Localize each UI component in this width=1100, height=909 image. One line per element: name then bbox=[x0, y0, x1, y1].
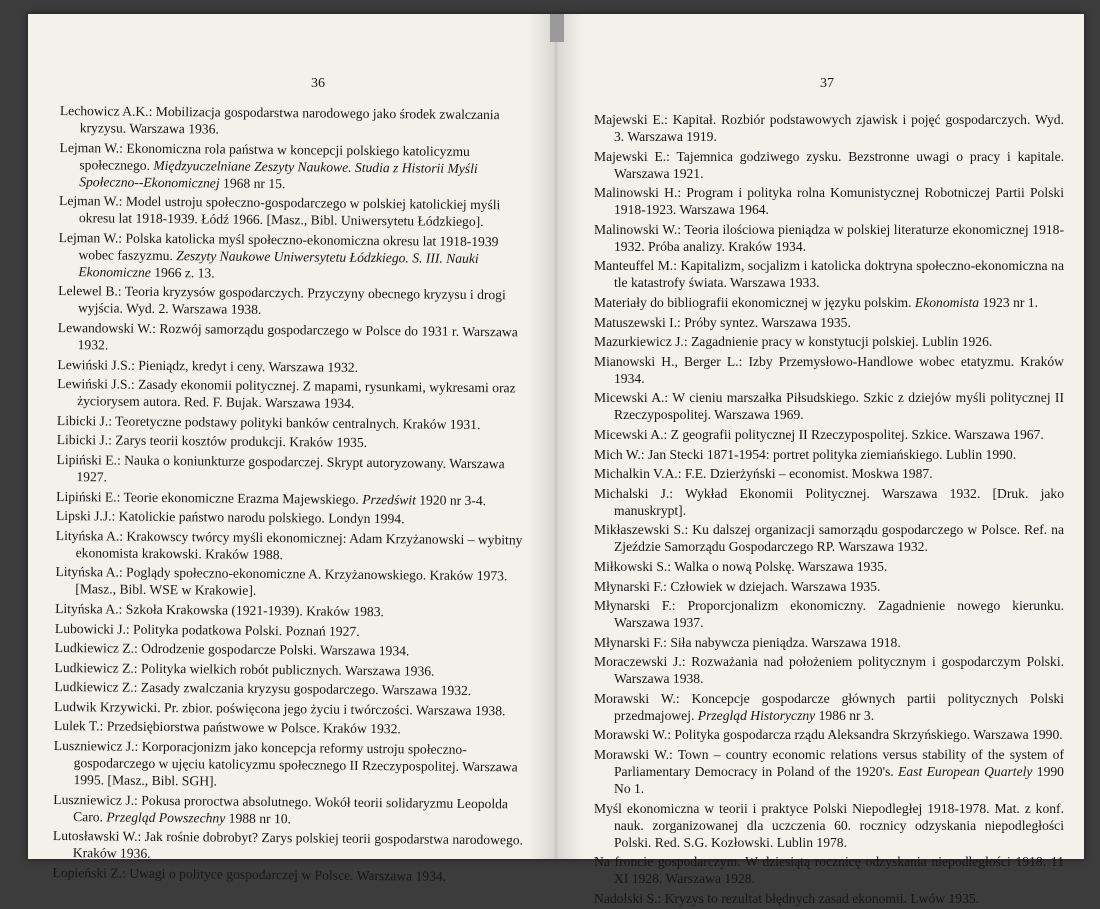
entry-issue: 1923 nr 1. bbox=[979, 294, 1038, 310]
entry-text: Morawski W.: Koncepcje gospodarcze głównych partii politycznych Polski przedmajowej. bbox=[594, 690, 1064, 723]
entry-text: Lubowicki J.: Polityka podatkowa Polski. Poznań 1927. bbox=[54, 620, 360, 639]
bibliography-entry bbox=[54, 717, 526, 739]
bibliography-entry bbox=[594, 485, 1064, 519]
entry-text: Mikłaszewski S.: Ku dalszej organizacji samorządu gospodarczego w Polsce. Ref. na Zjeździe Samorządu Gospodarczego RP. Warszawa 1932. bbox=[594, 522, 1064, 555]
bibliography-entry bbox=[54, 659, 526, 681]
entry-publication-title: Przedświt bbox=[362, 491, 416, 507]
entry-issue: 1990 No 1. bbox=[614, 764, 1064, 797]
entry-text: Libicki J.: Zarys teorii kosztów produkcji. Kraków 1935. bbox=[56, 432, 368, 451]
entry-text: Moraczewski J.: Rozważania nad położeniem politycznym i gospodarczym Polski. Warszawa 1938. bbox=[594, 654, 1064, 687]
entry-text: Majewski E.: Tajemnica godziwego zysku. Bezstronne uwagi o pracy i kapitale. Warszawa 1921. bbox=[594, 148, 1064, 181]
bibliography-entry bbox=[594, 314, 1064, 331]
entry-publication-title: Ekonomista bbox=[914, 294, 980, 310]
entry-text: Lulek T.: Przedsiębiorstwa państwowe w Polsce. Kraków 1932. bbox=[53, 718, 401, 737]
entry-issue: 1968 nr 15. bbox=[219, 175, 286, 191]
entry-text: Mich W.: Jan Stecki 1871-1954: portret polityka ziemiańskiego. Lublin 1990. bbox=[594, 446, 1017, 462]
entry-text: Młynarski F.: Proporcjonalizm ekonomiczny. Zagadnienie nowego kierunku. Warszawa 1937. bbox=[594, 598, 1064, 631]
bibliography-entry bbox=[54, 678, 526, 700]
entry-text: Majewski E.: Kapitał. Rozbiór podstawowych zjawisk i pojęć gospodarczych. Wyd. 3. Warszawa 1919. bbox=[594, 112, 1064, 144]
entry-text: Morawski W.: Town – country economic relations versus stability of the system of Parliamentary Democracy in Poland of the 1920's. bbox=[594, 747, 1064, 780]
entry-text: Lejman W.: Polska katolicka myśl społeczno-ekonomiczna okresu lat 1918-1939 wobec faszyzmu. bbox=[58, 229, 499, 263]
bibliography-entry bbox=[55, 639, 527, 661]
entry-text: Ludkiewicz Z.: Zasady zwalczania kryzysu gospodarczego. Warszawa 1932. bbox=[54, 679, 472, 699]
book-spread bbox=[28, 14, 1084, 906]
bibliography-entry bbox=[53, 827, 525, 866]
bibliography-entry bbox=[594, 558, 1064, 575]
bibliography-entry bbox=[594, 389, 1064, 423]
bibliography-entry bbox=[594, 465, 1064, 482]
bibliography-entry bbox=[594, 221, 1064, 255]
bibliography-list bbox=[52, 102, 531, 888]
bibliography-entry bbox=[55, 600, 527, 622]
entry-publication-title: Przegląd Powszechny bbox=[106, 809, 226, 826]
bibliography-entry bbox=[55, 619, 527, 641]
left-page bbox=[28, 14, 533, 884]
entry-publication-title: East European Quartely bbox=[898, 764, 1033, 780]
entry-text: Na froncie gospodarczym. W dziesiątą rocznicę odzyskania niepodległości 1918. 11 XI 1928. Warszawa 1928. bbox=[594, 854, 1064, 887]
entry-text: Mianowski H., Berger L.: Izby Przemysłowo-Handlowe wobec etatyzmu. Kraków 1934. bbox=[594, 353, 1064, 386]
entry-text: Łopieński Z.: Uwagi o polityce gospodarczej w Polsce. Warszawa 1934. bbox=[52, 864, 447, 884]
bibliography-entry bbox=[57, 431, 529, 453]
bibliography-entry bbox=[57, 412, 529, 434]
bibliography-entry bbox=[60, 102, 532, 141]
bibliography-entry bbox=[594, 890, 1064, 907]
bibliography-entry bbox=[56, 507, 528, 529]
entry-issue: 1966 z. 13. bbox=[150, 264, 215, 281]
entry-text: Ludwik Krzywicki. Pr. zbior. poświęcona jego życiu i twórczości. Warszawa 1938. bbox=[54, 698, 506, 719]
entry-issue: 1988 nr 10. bbox=[225, 810, 292, 826]
right-page bbox=[558, 14, 1084, 906]
entry-text: Ludkiewicz Z.: Polityka wielkich robót publicznych. Warszawa 1936. bbox=[54, 659, 435, 679]
entry-publication-title: Zeszyty Naukowe Uniwersytetu Łódzkiego. S. III. Nauki Ekonomiczne bbox=[78, 247, 479, 280]
entry-text: Lipiński E.: Nauka o koniunkturze gospodarczej. Skrypt autoryzowany. Warszawa 1927. bbox=[56, 451, 505, 485]
entry-publication-title: Przegląd Historyczny bbox=[697, 707, 816, 723]
bibliography-entry bbox=[594, 597, 1064, 631]
entry-text: Lewiński J.S.: Zasady ekonomii politycznej. Z mapami, rysunkami, wykresami oraz życiorysem autora. Red. F. Bujak. Warszawa 1934. bbox=[57, 376, 516, 411]
bibliography-entry bbox=[58, 229, 530, 285]
bibliography-entry bbox=[594, 853, 1064, 887]
entry-text: Lityńska A.: Szkoła Krakowska (1921-1939). Kraków 1983. bbox=[55, 600, 385, 620]
entry-text: Malinowski W.: Teoria ilościowa pieniądza w polskiej literaturze ekonomicznej 1918-1932. Próba analizy. Kraków 1934. bbox=[594, 221, 1064, 254]
bibliography-entry bbox=[594, 726, 1064, 743]
bibliography-entry bbox=[594, 111, 1064, 145]
entry-text: Ludkiewicz Z.: Odrodzenie gospodarcze Polski. Warszawa 1934. bbox=[54, 640, 410, 659]
entry-text: Matuszewski I.: Próby syntez. Warszawa 1935. bbox=[594, 314, 851, 330]
entry-text: Mazurkiewicz J.: Zagadnienie pracy w konstytucji polskiej. Lublin 1926. bbox=[594, 334, 993, 350]
entry-text: Lipski J.J.: Katolickie państwo narodu polskiego. Londyn 1994. bbox=[55, 508, 405, 527]
entry-text: Lejman W.: Ekonomiczna rola państwa w koncepcji polskiego katolicyzmu społecznego. bbox=[59, 139, 470, 173]
bibliography-entry bbox=[594, 634, 1064, 651]
entry-text: Malinowski H.: Program i polityka rolna Komunistycznej Robotniczej Partii Polski 1918-1923. Warszawa 1964. bbox=[594, 185, 1064, 218]
bibliography-entry bbox=[594, 294, 1064, 311]
entry-text: Lelewel B.: Teoria kryzysów gospodarczych. Przyczyny obecnego kryzysu i drogi wyjścia. Wyd. 2. Warszawa 1938. bbox=[58, 283, 506, 318]
bibliography-entry bbox=[58, 319, 530, 358]
bibliography-entry bbox=[57, 375, 529, 414]
entry-text: Lipiński E.: Teorie ekonomiczne Erazma Majewskiego. bbox=[56, 488, 363, 507]
entry-text: Micewski A.: W cieniu marszałka Piłsudskiego. Szkic z dziejów myśli politycznej II Rzeczypospolitej. Warszawa 1969. bbox=[594, 390, 1064, 423]
entry-text: Młynarski F.: Siła nabywcza pieniądza. Warszawa 1918. bbox=[594, 634, 901, 650]
bibliography-entry bbox=[594, 257, 1064, 291]
entry-text: Lutosławski W.: Jak rośnie dobrobyt? Zarys polskiej teorii gospodarstwa narodowego. Kraków 1936. bbox=[52, 828, 524, 862]
entry-issue: 1920 nr 3-4. bbox=[415, 491, 487, 508]
bibliography-entry bbox=[53, 791, 525, 830]
bibliography-entry bbox=[594, 446, 1064, 463]
entry-text: Lejman W.: Model ustroju społeczno-gospodarczego w polskiej katolickiej myśli okresu lat 1918-1939. Łódź 1966. [Masz., Bibl. Uniwersytetu Łódzkiego]. bbox=[58, 193, 501, 230]
entry-text: Miłkowski S.: Walka o nową Polskę. Warszawa 1935. bbox=[594, 558, 888, 574]
bibliography-entry bbox=[54, 698, 526, 720]
bibliography-entry bbox=[58, 282, 530, 321]
bibliography-entry bbox=[53, 864, 525, 886]
bibliography-entry bbox=[53, 737, 525, 793]
entry-text: Lechowicz A.K.: Mobilizacja gospodarstwa narodowego jako środek zwalczania kryzysu. Warszawa 1936. bbox=[59, 102, 500, 137]
bibliography-entry bbox=[594, 521, 1064, 555]
bibliography-entry bbox=[594, 184, 1064, 218]
entry-text: Lityńska A.: Poglądy społeczno-ekonomiczne A. Krzyżanowskiego. Kraków 1973. [Masz., Bibl. WSE w Krakowie]. bbox=[55, 564, 508, 599]
bibliography-entry bbox=[594, 353, 1064, 387]
entry-issue: 1986 nr 3. bbox=[815, 707, 875, 723]
entry-text: Libicki J.: Teoretyczne podstawy polityki banków centralnych. Kraków 1931. bbox=[56, 412, 481, 432]
page-number: 36 bbox=[311, 76, 325, 91]
entry-text: Młynarski F.: Człowiek w dziejach. Warszawa 1935. bbox=[594, 578, 881, 594]
entry-text: Lewiński J.S.: Pieniądz, kredyt i ceny. Warszawa 1932. bbox=[57, 356, 359, 375]
entry-text: Michalski J.: Wykład Ekonomii Politycznej. Warszawa 1932. [Druk. jako manuskrypt]. bbox=[594, 485, 1064, 518]
bibliography-entry bbox=[594, 653, 1064, 687]
bibliography-list bbox=[594, 111, 1064, 909]
entry-text: Luszniewicz J.: Korporacjonizm jako koncepcja reformy ustroju społeczno-gospodarczego w ujęciu katolicyzmu społecznego II Rzeczypospolitej. Warszawa 1995. [Masz., Bibl. SGH]. bbox=[53, 738, 518, 789]
bibliography-entry bbox=[57, 356, 529, 378]
entry-text: Lewandowski W.: Rozwój samorządu gospodarczego w Polsce do 1931 r. Warszawa 1932. bbox=[57, 319, 518, 353]
bibliography-entry bbox=[56, 488, 528, 510]
bibliography-entry bbox=[59, 192, 531, 231]
bibliography-entry bbox=[59, 139, 531, 195]
bibliography-entry bbox=[594, 800, 1064, 851]
bibliography-entry bbox=[594, 426, 1064, 443]
bibliography-entry bbox=[594, 690, 1064, 724]
bibliography-entry bbox=[55, 563, 527, 602]
entry-text: Materiały do bibliografii ekonomicznej w języku polskim. bbox=[594, 294, 915, 310]
bibliography-entry bbox=[594, 578, 1064, 595]
entry-text: Luszniewicz J.: Pokusa proroctwa absolutnego. Wokół teorii solidaryzmu Leopolda Caro. bbox=[53, 791, 509, 825]
entry-publication-title: Międzyuczelniane Zeszyty Naukowe. Studia z Historii Myśli Społeczno--Ekonomicznej bbox=[79, 157, 478, 191]
bibliography-entry bbox=[594, 148, 1064, 182]
page-number: 37 bbox=[820, 76, 834, 91]
entry-text: Nadolski S.: Kryzys to rezultat błędnych zasad ekonomii. Lwów 1935. bbox=[594, 890, 980, 906]
bibliography-entry bbox=[594, 333, 1064, 350]
entry-text: Myśl ekonomiczna w teorii i praktyce Polski Niepodległej 1918-1978. Mat. z konf. nauk. zorganizowanej dla uczczenia 60. rocznicy odzyskania niepodległości Polski. Red. S.G. Kozłowski. Lublin 1978. bbox=[594, 800, 1064, 850]
entry-text: Michalkin V.A.: F.E. Dzierżyński – economist. Moskwa 1987. bbox=[594, 466, 933, 482]
bibliography-entry bbox=[594, 746, 1064, 797]
entry-text: Lityńska A.: Krakowscy twórcy myśli ekonomicznej: Adam Krzyżanowski – wybitny ekonomista krakowski. Kraków 1988. bbox=[55, 527, 523, 562]
bibliography-entry bbox=[56, 527, 528, 566]
bibliography-entry bbox=[56, 451, 528, 490]
entry-text: Morawski W.: Polityka gospodarcza rządu Aleksandra Skrzyńskiego. Warszawa 1990. bbox=[594, 727, 1063, 743]
entry-text: Micewski A.: Z geografii politycznej II Rzeczypospolitej. Szkice. Warszawa 1967. bbox=[594, 426, 1044, 442]
entry-text: Manteuffel M.: Kapitalizm, socjalizm i katolicka doktryna społeczno-ekonomiczna na tle katastrofy świata. Warszawa 1933. bbox=[594, 258, 1064, 291]
